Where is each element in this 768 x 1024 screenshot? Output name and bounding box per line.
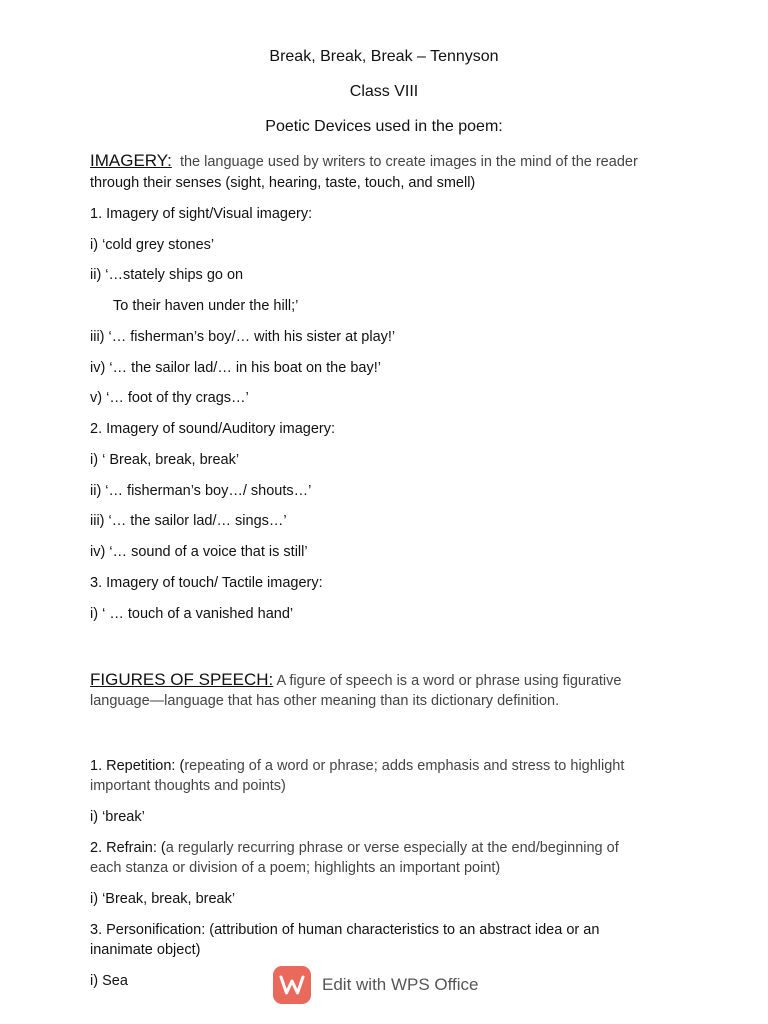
touch-heading: 3. Imagery of touch/ Tactile imagery: — [90, 575, 323, 591]
list-item: iii) ‘… the sailor lad/… sings…’ — [90, 513, 287, 529]
refrain-label: 2. Refrain: ( — [90, 840, 166, 856]
list-item: ii) ‘…stately ships go on — [90, 267, 244, 283]
repetition-paragraph — [90, 756, 690, 776]
figures-definition-line1: A figure of speech is a word or phrase using figurative — [276, 673, 622, 689]
refrain-desc-line2: each stanza or division of a poem; highlights an important point) — [90, 860, 501, 876]
section-subtitle: Poetic Devices used in the poem: — [265, 118, 503, 135]
sound-heading: 2. Imagery of sound/Auditory imagery: — [90, 421, 336, 437]
refrain-paragraph — [90, 838, 690, 858]
personification-desc-line2: inanimate object) — [90, 942, 201, 958]
figures-definition-line2: language—language that has other meaning than its dictionary definition. — [90, 693, 560, 709]
repetition-label: 1. Repetition: ( — [90, 758, 185, 774]
personification-desc-line1: (attribution of human characteristics to an abstract idea or an — [205, 922, 600, 938]
repetition-example: i) ‘break’ — [90, 809, 145, 825]
imagery-heading: IMAGERY: — [90, 151, 172, 170]
list-item: i) ‘ Break, break, break’ — [90, 452, 240, 468]
imagery-definition-line2: through their senses (sight, hearing, taste, touch, and smell) — [90, 175, 476, 191]
imagery-paragraph — [90, 151, 690, 172]
list-item: i) ‘cold grey stones’ — [90, 237, 215, 253]
sight-heading: 1. Imagery of sight/Visual imagery: — [90, 206, 313, 222]
wps-watermark-label: Edit with WPS Office — [322, 975, 479, 994]
figures-paragraph — [90, 670, 690, 691]
repetition-desc-line1: repeating of a word or phrase; adds emphasis and stress to highlight — [184, 758, 625, 774]
list-item: To their haven under the hill;’ — [113, 298, 299, 314]
list-item: iv) ‘… sound of a voice that is still’ — [90, 544, 308, 560]
figures-heading: FIGURES OF SPEECH: — [90, 670, 274, 689]
refrain-desc-line1: a regularly recurring phrase or verse especially at the end/beginning of — [165, 840, 619, 856]
personification-paragraph — [90, 920, 690, 940]
list-item: i) ‘ … touch of a vanished hand’ — [90, 606, 294, 622]
wps-logo-icon — [273, 966, 311, 1004]
document-title: Break, Break, Break – Tennyson — [269, 48, 499, 65]
wps-watermark[interactable] — [273, 965, 513, 1005]
personification-example: i) Sea — [90, 973, 128, 989]
personification-label: 3. Personification: — [90, 922, 206, 938]
list-item: iv) ‘… the sailor lad/… in his boat on the bay!’ — [90, 360, 381, 376]
list-item: v) ‘… foot of thy crags…’ — [90, 390, 249, 406]
list-item: iii) ‘… fisherman’s boy/… with his sister at play!’ — [90, 329, 396, 345]
repetition-desc-line2: important thoughts and points) — [90, 778, 286, 794]
class-label: Class VIII — [349, 83, 419, 100]
imagery-definition-line1: the language used by writers to create images in the mind of the reader — [179, 154, 638, 170]
list-item: ii) ‘… fisherman’s boy…/ shouts…’ — [90, 483, 312, 499]
refrain-example: i) ‘Break, break, break’ — [90, 891, 236, 907]
